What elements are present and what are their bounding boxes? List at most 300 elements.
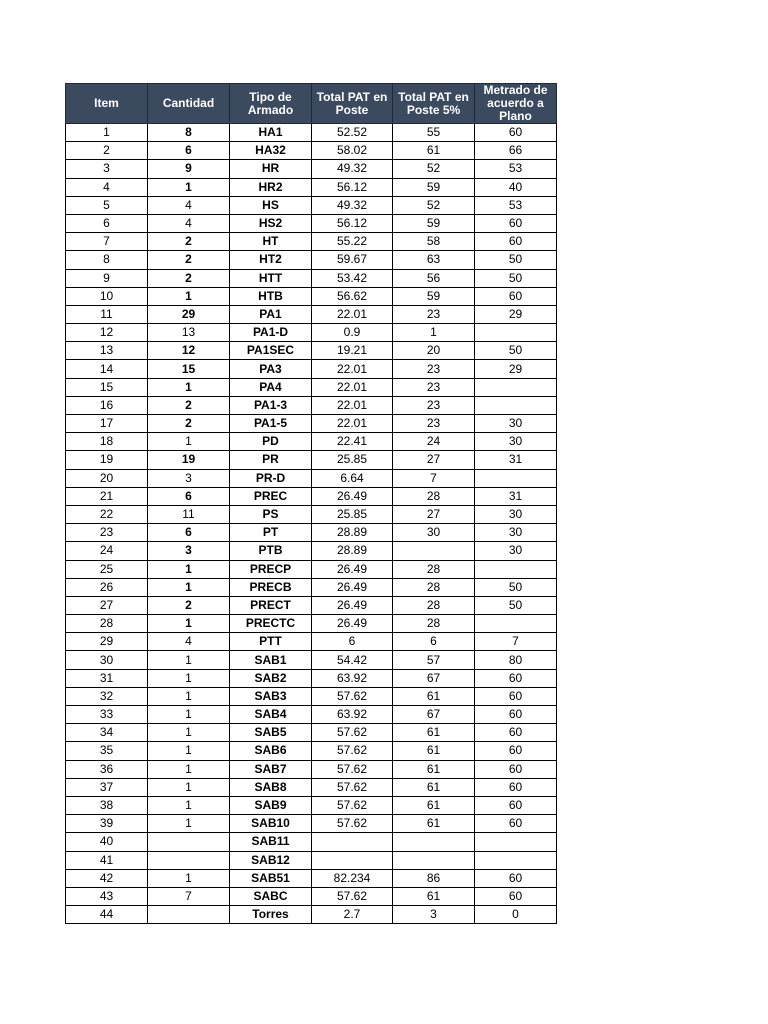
cell-cantidad: 2 xyxy=(148,251,230,269)
table-row xyxy=(66,651,557,669)
cell-metrado-de-acuerdo-a-plano: 31 xyxy=(475,487,557,505)
cell-item: 44 xyxy=(66,906,148,924)
header-cantidad: Cantidad xyxy=(148,84,230,124)
cell-total-pat-en-poste-5: 61 xyxy=(393,742,475,760)
cell-cantidad: 3 xyxy=(148,542,230,560)
cell-total-pat-en-poste-5: 61 xyxy=(393,796,475,814)
cell-total-pat-en-poste-5: 86 xyxy=(393,869,475,887)
cell-total-pat-en-poste-5: 28 xyxy=(393,578,475,596)
cell-cantidad: 1 xyxy=(148,760,230,778)
cell-total-pat-en-poste: 25.85 xyxy=(312,505,393,523)
cell-total-pat-en-poste: 19.21 xyxy=(312,342,393,360)
cell-metrado-de-acuerdo-a-plano: 30 xyxy=(475,415,557,433)
cell-total-pat-en-poste: 28.89 xyxy=(312,524,393,542)
table-header xyxy=(66,84,557,124)
cell-metrado-de-acuerdo-a-plano: 30 xyxy=(475,505,557,523)
cell-total-pat-en-poste-5: 23 xyxy=(393,378,475,396)
table-row xyxy=(66,796,557,814)
table-row xyxy=(66,214,557,232)
cell-metrado-de-acuerdo-a-plano: 50 xyxy=(475,251,557,269)
cell-total-pat-en-poste: 25.85 xyxy=(312,451,393,469)
cell-total-pat-en-poste: 57.62 xyxy=(312,778,393,796)
cell-total-pat-en-poste: 52.52 xyxy=(312,124,393,142)
table-row xyxy=(66,142,557,160)
cell-tipo-de-armado: HA32 xyxy=(230,142,312,160)
cell-total-pat-en-poste-5: 61 xyxy=(393,142,475,160)
cell-tipo-de-armado: HS xyxy=(230,196,312,214)
table-row xyxy=(66,251,557,269)
cell-tipo-de-armado: PS xyxy=(230,505,312,523)
cell-item: 18 xyxy=(66,433,148,451)
cell-total-pat-en-poste: 82.234 xyxy=(312,869,393,887)
header-row xyxy=(66,84,557,124)
cell-total-pat-en-poste: 56.12 xyxy=(312,178,393,196)
cell-item: 6 xyxy=(66,214,148,232)
cell-tipo-de-armado: HT2 xyxy=(230,251,312,269)
cell-item: 9 xyxy=(66,269,148,287)
cell-metrado-de-acuerdo-a-plano: 30 xyxy=(475,524,557,542)
cell-cantidad: 13 xyxy=(148,324,230,342)
cell-tipo-de-armado: PA4 xyxy=(230,378,312,396)
cell-cantidad: 1 xyxy=(148,815,230,833)
table-row xyxy=(66,742,557,760)
cell-cantidad: 1 xyxy=(148,778,230,796)
cell-total-pat-en-poste: 57.62 xyxy=(312,887,393,905)
cell-cantidad: 15 xyxy=(148,360,230,378)
cell-item: 10 xyxy=(66,287,148,305)
cell-total-pat-en-poste: 63.92 xyxy=(312,669,393,687)
cell-metrado-de-acuerdo-a-plano: 0 xyxy=(475,906,557,924)
header-total-pat-en-poste-5: Total PAT en Poste 5% xyxy=(393,84,475,124)
cell-item: 13 xyxy=(66,342,148,360)
cell-total-pat-en-poste: 26.49 xyxy=(312,560,393,578)
cell-cantidad: 9 xyxy=(148,160,230,178)
cell-cantidad: 1 xyxy=(148,724,230,742)
cell-total-pat-en-poste-5 xyxy=(393,833,475,851)
cell-item: 32 xyxy=(66,687,148,705)
table-row xyxy=(66,469,557,487)
cell-metrado-de-acuerdo-a-plano: 60 xyxy=(475,778,557,796)
cell-total-pat-en-poste-5: 7 xyxy=(393,469,475,487)
cell-tipo-de-armado: SAB51 xyxy=(230,869,312,887)
cell-total-pat-en-poste-5: 28 xyxy=(393,596,475,614)
cell-total-pat-en-poste-5: 59 xyxy=(393,214,475,232)
cell-metrado-de-acuerdo-a-plano xyxy=(475,833,557,851)
cell-cantidad: 11 xyxy=(148,505,230,523)
table-body xyxy=(66,124,557,924)
cell-total-pat-en-poste-5: 57 xyxy=(393,651,475,669)
cell-metrado-de-acuerdo-a-plano: 60 xyxy=(475,742,557,760)
table-row xyxy=(66,887,557,905)
cell-cantidad: 4 xyxy=(148,196,230,214)
cell-cantidad: 1 xyxy=(148,651,230,669)
cell-tipo-de-armado: PR xyxy=(230,451,312,469)
cell-cantidad: 1 xyxy=(148,687,230,705)
cell-tipo-de-armado: SAB3 xyxy=(230,687,312,705)
cell-total-pat-en-poste-5: 23 xyxy=(393,360,475,378)
metrado-table xyxy=(65,83,557,924)
cell-item: 17 xyxy=(66,415,148,433)
cell-tipo-de-armado: PTB xyxy=(230,542,312,560)
cell-total-pat-en-poste-5: 63 xyxy=(393,251,475,269)
cell-tipo-de-armado: SAB5 xyxy=(230,724,312,742)
table-row xyxy=(66,415,557,433)
cell-item: 28 xyxy=(66,615,148,633)
cell-metrado-de-acuerdo-a-plano: 60 xyxy=(475,687,557,705)
cell-cantidad: 2 xyxy=(148,233,230,251)
table-row xyxy=(66,615,557,633)
table-row xyxy=(66,233,557,251)
cell-tipo-de-armado: SAB8 xyxy=(230,778,312,796)
cell-total-pat-en-poste: 22.01 xyxy=(312,396,393,414)
cell-metrado-de-acuerdo-a-plano: 60 xyxy=(475,287,557,305)
cell-item: 37 xyxy=(66,778,148,796)
cell-cantidad: 6 xyxy=(148,524,230,542)
cell-total-pat-en-poste: 57.62 xyxy=(312,687,393,705)
cell-total-pat-en-poste-5: 61 xyxy=(393,815,475,833)
cell-total-pat-en-poste: 6 xyxy=(312,633,393,651)
cell-item: 38 xyxy=(66,796,148,814)
cell-total-pat-en-poste: 26.49 xyxy=(312,487,393,505)
table-row xyxy=(66,433,557,451)
cell-tipo-de-armado: HTT xyxy=(230,269,312,287)
cell-tipo-de-armado: SAB4 xyxy=(230,706,312,724)
table-row xyxy=(66,396,557,414)
cell-total-pat-en-poste-5: 56 xyxy=(393,269,475,287)
cell-metrado-de-acuerdo-a-plano xyxy=(475,378,557,396)
table-row xyxy=(66,269,557,287)
cell-tipo-de-armado: PA3 xyxy=(230,360,312,378)
table-row xyxy=(66,778,557,796)
cell-item: 14 xyxy=(66,360,148,378)
table-row xyxy=(66,869,557,887)
cell-item: 35 xyxy=(66,742,148,760)
table-row xyxy=(66,669,557,687)
cell-total-pat-en-poste-5: 61 xyxy=(393,778,475,796)
cell-tipo-de-armado: PA1-D xyxy=(230,324,312,342)
cell-total-pat-en-poste xyxy=(312,851,393,869)
cell-cantidad: 8 xyxy=(148,124,230,142)
cell-item: 12 xyxy=(66,324,148,342)
cell-item: 41 xyxy=(66,851,148,869)
table-row xyxy=(66,760,557,778)
table-row xyxy=(66,305,557,323)
cell-item: 20 xyxy=(66,469,148,487)
cell-item: 5 xyxy=(66,196,148,214)
cell-tipo-de-armado: PRECP xyxy=(230,560,312,578)
cell-total-pat-en-poste: 59.67 xyxy=(312,251,393,269)
cell-total-pat-en-poste-5: 67 xyxy=(393,706,475,724)
cell-total-pat-en-poste: 26.49 xyxy=(312,615,393,633)
header-tipo-de-armado: Tipo de Armado xyxy=(230,84,312,124)
cell-cantidad: 2 xyxy=(148,596,230,614)
cell-item: 21 xyxy=(66,487,148,505)
cell-total-pat-en-poste-5: 67 xyxy=(393,669,475,687)
cell-item: 31 xyxy=(66,669,148,687)
table-row xyxy=(66,633,557,651)
cell-metrado-de-acuerdo-a-plano: 30 xyxy=(475,542,557,560)
cell-cantidad: 4 xyxy=(148,214,230,232)
cell-item: 11 xyxy=(66,305,148,323)
cell-total-pat-en-poste: 57.62 xyxy=(312,760,393,778)
table-row xyxy=(66,160,557,178)
cell-total-pat-en-poste: 22.01 xyxy=(312,305,393,323)
cell-total-pat-en-poste-5: 61 xyxy=(393,687,475,705)
cell-metrado-de-acuerdo-a-plano xyxy=(475,615,557,633)
cell-total-pat-en-poste-5: 23 xyxy=(393,415,475,433)
table-row xyxy=(66,687,557,705)
cell-item: 29 xyxy=(66,633,148,651)
cell-metrado-de-acuerdo-a-plano: 31 xyxy=(475,451,557,469)
cell-total-pat-en-poste-5: 27 xyxy=(393,451,475,469)
table-row xyxy=(66,560,557,578)
cell-metrado-de-acuerdo-a-plano: 60 xyxy=(475,887,557,905)
cell-total-pat-en-poste: 49.32 xyxy=(312,196,393,214)
cell-tipo-de-armado: SAB11 xyxy=(230,833,312,851)
cell-total-pat-en-poste-5: 61 xyxy=(393,760,475,778)
cell-total-pat-en-poste: 2.7 xyxy=(312,906,393,924)
cell-tipo-de-armado: PA1-3 xyxy=(230,396,312,414)
table-row xyxy=(66,178,557,196)
cell-metrado-de-acuerdo-a-plano: 50 xyxy=(475,269,557,287)
cell-total-pat-en-poste-5: 28 xyxy=(393,487,475,505)
cell-total-pat-en-poste: 55.22 xyxy=(312,233,393,251)
cell-tipo-de-armado: PA1-5 xyxy=(230,415,312,433)
cell-metrado-de-acuerdo-a-plano: 29 xyxy=(475,360,557,378)
cell-item: 25 xyxy=(66,560,148,578)
cell-tipo-de-armado: PTT xyxy=(230,633,312,651)
cell-tipo-de-armado: PRECTC xyxy=(230,615,312,633)
cell-total-pat-en-poste: 57.62 xyxy=(312,724,393,742)
cell-metrado-de-acuerdo-a-plano: 66 xyxy=(475,142,557,160)
cell-tipo-de-armado: SABC xyxy=(230,887,312,905)
cell-cantidad xyxy=(148,906,230,924)
cell-cantidad: 12 xyxy=(148,342,230,360)
cell-item: 16 xyxy=(66,396,148,414)
cell-cantidad: 1 xyxy=(148,287,230,305)
cell-metrado-de-acuerdo-a-plano: 50 xyxy=(475,578,557,596)
cell-total-pat-en-poste-5: 59 xyxy=(393,178,475,196)
table-row xyxy=(66,378,557,396)
cell-item: 22 xyxy=(66,505,148,523)
cell-metrado-de-acuerdo-a-plano: 7 xyxy=(475,633,557,651)
cell-total-pat-en-poste: 63.92 xyxy=(312,706,393,724)
cell-total-pat-en-poste-5: 23 xyxy=(393,305,475,323)
cell-metrado-de-acuerdo-a-plano xyxy=(475,324,557,342)
cell-total-pat-en-poste: 26.49 xyxy=(312,578,393,596)
cell-cantidad: 1 xyxy=(148,869,230,887)
table-row xyxy=(66,524,557,542)
table-row xyxy=(66,815,557,833)
table-row xyxy=(66,851,557,869)
cell-total-pat-en-poste: 57.62 xyxy=(312,815,393,833)
cell-cantidad: 2 xyxy=(148,396,230,414)
cell-tipo-de-armado: HS2 xyxy=(230,214,312,232)
table-row xyxy=(66,724,557,742)
cell-metrado-de-acuerdo-a-plano: 60 xyxy=(475,724,557,742)
cell-total-pat-en-poste-5: 27 xyxy=(393,505,475,523)
cell-cantidad: 2 xyxy=(148,269,230,287)
cell-cantidad: 6 xyxy=(148,142,230,160)
cell-total-pat-en-poste: 26.49 xyxy=(312,596,393,614)
cell-item: 27 xyxy=(66,596,148,614)
cell-tipo-de-armado: HR2 xyxy=(230,178,312,196)
table-row xyxy=(66,451,557,469)
cell-total-pat-en-poste: 58.02 xyxy=(312,142,393,160)
cell-total-pat-en-poste: 0.9 xyxy=(312,324,393,342)
cell-cantidad: 1 xyxy=(148,578,230,596)
table-row xyxy=(66,124,557,142)
cell-tipo-de-armado: PT xyxy=(230,524,312,542)
cell-item: 7 xyxy=(66,233,148,251)
table-row xyxy=(66,578,557,596)
cell-cantidad: 1 xyxy=(148,796,230,814)
table-row xyxy=(66,542,557,560)
table-row xyxy=(66,360,557,378)
cell-total-pat-en-poste-5 xyxy=(393,542,475,560)
cell-metrado-de-acuerdo-a-plano: 30 xyxy=(475,433,557,451)
cell-cantidad: 1 xyxy=(148,178,230,196)
cell-metrado-de-acuerdo-a-plano: 53 xyxy=(475,160,557,178)
cell-total-pat-en-poste: 57.62 xyxy=(312,796,393,814)
cell-item: 34 xyxy=(66,724,148,742)
cell-total-pat-en-poste: 28.89 xyxy=(312,542,393,560)
table-row xyxy=(66,324,557,342)
cell-total-pat-en-poste-5: 28 xyxy=(393,615,475,633)
cell-item: 43 xyxy=(66,887,148,905)
cell-tipo-de-armado: SAB2 xyxy=(230,669,312,687)
table-row xyxy=(66,833,557,851)
cell-tipo-de-armado: SAB1 xyxy=(230,651,312,669)
cell-item: 2 xyxy=(66,142,148,160)
cell-total-pat-en-poste: 22.01 xyxy=(312,378,393,396)
cell-item: 40 xyxy=(66,833,148,851)
table-row xyxy=(66,706,557,724)
cell-item: 26 xyxy=(66,578,148,596)
cell-tipo-de-armado: HT xyxy=(230,233,312,251)
cell-item: 1 xyxy=(66,124,148,142)
cell-tipo-de-armado: SAB7 xyxy=(230,760,312,778)
cell-cantidad: 4 xyxy=(148,633,230,651)
cell-total-pat-en-poste-5: 24 xyxy=(393,433,475,451)
cell-total-pat-en-poste: 6.64 xyxy=(312,469,393,487)
cell-cantidad: 6 xyxy=(148,487,230,505)
cell-cantidad: 1 xyxy=(148,560,230,578)
cell-cantidad: 1 xyxy=(148,433,230,451)
header-metrado-de-acuerdo-a-plano: Metrado de acuerdo a Plano xyxy=(475,84,557,124)
cell-total-pat-en-poste: 22.41 xyxy=(312,433,393,451)
cell-total-pat-en-poste-5: 30 xyxy=(393,524,475,542)
cell-total-pat-en-poste-5: 61 xyxy=(393,724,475,742)
cell-total-pat-en-poste: 56.12 xyxy=(312,214,393,232)
table-row xyxy=(66,287,557,305)
cell-item: 36 xyxy=(66,760,148,778)
cell-tipo-de-armado: HA1 xyxy=(230,124,312,142)
cell-total-pat-en-poste-5: 58 xyxy=(393,233,475,251)
cell-metrado-de-acuerdo-a-plano: 60 xyxy=(475,815,557,833)
cell-tipo-de-armado: Torres xyxy=(230,906,312,924)
cell-total-pat-en-poste: 53.42 xyxy=(312,269,393,287)
header-total-pat-en-poste: Total PAT en Poste xyxy=(312,84,393,124)
table-row xyxy=(66,906,557,924)
cell-metrado-de-acuerdo-a-plano: 60 xyxy=(475,796,557,814)
cell-total-pat-en-poste xyxy=(312,833,393,851)
cell-total-pat-en-poste-5: 55 xyxy=(393,124,475,142)
cell-total-pat-en-poste: 54.42 xyxy=(312,651,393,669)
cell-total-pat-en-poste-5: 23 xyxy=(393,396,475,414)
cell-cantidad: 2 xyxy=(148,415,230,433)
cell-tipo-de-armado: PA1 xyxy=(230,305,312,323)
cell-total-pat-en-poste-5: 1 xyxy=(393,324,475,342)
cell-item: 23 xyxy=(66,524,148,542)
cell-total-pat-en-poste-5: 20 xyxy=(393,342,475,360)
cell-tipo-de-armado: SAB6 xyxy=(230,742,312,760)
cell-total-pat-en-poste-5: 52 xyxy=(393,160,475,178)
cell-metrado-de-acuerdo-a-plano: 60 xyxy=(475,233,557,251)
cell-total-pat-en-poste-5: 6 xyxy=(393,633,475,651)
cell-tipo-de-armado: PRECT xyxy=(230,596,312,614)
cell-tipo-de-armado: PD xyxy=(230,433,312,451)
cell-metrado-de-acuerdo-a-plano: 60 xyxy=(475,669,557,687)
cell-metrado-de-acuerdo-a-plano: 60 xyxy=(475,706,557,724)
cell-total-pat-en-poste: 57.62 xyxy=(312,742,393,760)
cell-total-pat-en-poste: 22.01 xyxy=(312,360,393,378)
cell-item: 24 xyxy=(66,542,148,560)
cell-item: 19 xyxy=(66,451,148,469)
cell-metrado-de-acuerdo-a-plano: 50 xyxy=(475,596,557,614)
cell-item: 39 xyxy=(66,815,148,833)
cell-metrado-de-acuerdo-a-plano: 60 xyxy=(475,124,557,142)
cell-metrado-de-acuerdo-a-plano: 60 xyxy=(475,760,557,778)
cell-item: 3 xyxy=(66,160,148,178)
cell-total-pat-en-poste: 49.32 xyxy=(312,160,393,178)
cell-total-pat-en-poste: 56.62 xyxy=(312,287,393,305)
cell-metrado-de-acuerdo-a-plano xyxy=(475,396,557,414)
cell-item: 4 xyxy=(66,178,148,196)
table-row xyxy=(66,487,557,505)
cell-total-pat-en-poste-5 xyxy=(393,851,475,869)
table-row xyxy=(66,505,557,523)
cell-tipo-de-armado: SAB9 xyxy=(230,796,312,814)
cell-tipo-de-armado: HTB xyxy=(230,287,312,305)
cell-metrado-de-acuerdo-a-plano: 40 xyxy=(475,178,557,196)
cell-tipo-de-armado: PRECB xyxy=(230,578,312,596)
cell-tipo-de-armado: SAB10 xyxy=(230,815,312,833)
cell-cantidad: 1 xyxy=(148,706,230,724)
cell-cantidad: 29 xyxy=(148,305,230,323)
cell-metrado-de-acuerdo-a-plano: 29 xyxy=(475,305,557,323)
cell-tipo-de-armado: PREC xyxy=(230,487,312,505)
cell-tipo-de-armado: PR-D xyxy=(230,469,312,487)
cell-total-pat-en-poste: 22.01 xyxy=(312,415,393,433)
cell-tipo-de-armado: SAB12 xyxy=(230,851,312,869)
cell-cantidad: 1 xyxy=(148,669,230,687)
cell-metrado-de-acuerdo-a-plano xyxy=(475,469,557,487)
cell-metrado-de-acuerdo-a-plano xyxy=(475,560,557,578)
cell-metrado-de-acuerdo-a-plano: 50 xyxy=(475,342,557,360)
cell-cantidad xyxy=(148,833,230,851)
cell-cantidad xyxy=(148,851,230,869)
cell-item: 8 xyxy=(66,251,148,269)
cell-metrado-de-acuerdo-a-plano: 60 xyxy=(475,214,557,232)
cell-metrado-de-acuerdo-a-plano xyxy=(475,851,557,869)
cell-cantidad: 3 xyxy=(148,469,230,487)
cell-cantidad: 1 xyxy=(148,615,230,633)
header-item: Item xyxy=(66,84,148,124)
cell-cantidad: 7 xyxy=(148,887,230,905)
cell-tipo-de-armado: PA1SEC xyxy=(230,342,312,360)
cell-cantidad: 1 xyxy=(148,378,230,396)
